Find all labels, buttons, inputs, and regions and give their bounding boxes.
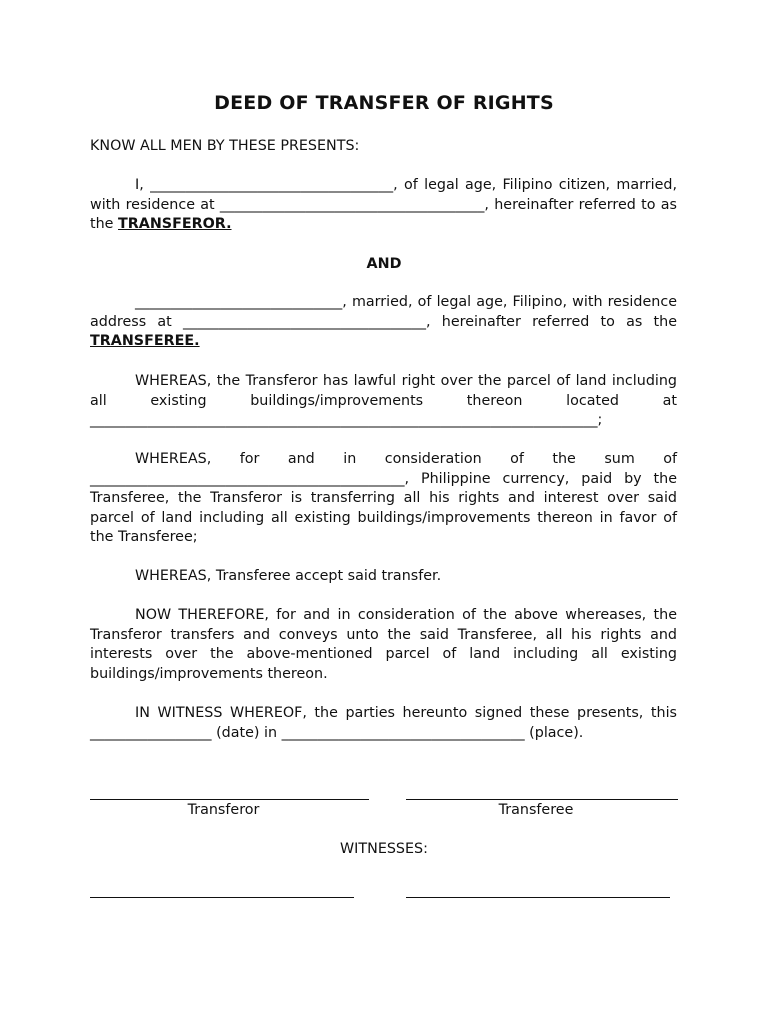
transferor-paragraph-text: I, __________________________________, of legal age, Filipino citizen, married, with residence at _____________________________________, hereinafter referred to as the — [90, 177, 677, 233]
witnesses-heading: WITNESSES: — [340, 841, 428, 857]
whereas-paragraph-3: WHEREAS, Transferee accept said transfer. — [135, 568, 442, 584]
witness-1-signature-line — [90, 897, 354, 898]
in-witness-paragraph: IN WITNESS WHEREOF, the parties hereunto signed these presents, this _________________ (date) in __________________________________ (place). — [90, 705, 677, 741]
whereas-paragraph-2: WHEREAS, for and in consideration of the sum of ____________________________________________, Philippine currency, paid by the Transferee, the Transferor is transferring all his rights and interest over said parcel of land including all existing buildings/improvements thereon in favor of the Transferee; — [90, 451, 677, 546]
document-title: DEED OF TRANSFER OF RIGHTS — [214, 92, 554, 114]
transferee-signature-label: Transferee — [498, 802, 574, 818]
transferee-role: TRANSFEREE. — [90, 333, 200, 350]
now-therefore-paragraph: NOW THEREFORE, for and in consideration of the above whereases, the Transferor transfers and conveys unto the said Transferee, all his rights and interests over the above-mentioned parcel of land including all existing buildings/improvements thereon. — [90, 607, 677, 682]
transferor-signature-label: Transferor — [187, 802, 260, 818]
and-separator: AND — [366, 256, 402, 272]
intro-line: KNOW ALL MEN BY THESE PRESENTS: — [90, 138, 360, 154]
transferee-paragraph — [90, 293, 677, 352]
transferor-paragraph — [90, 176, 677, 235]
transferee-paragraph-text: _____________________________, married, of legal age, Filipino, with residence address at __________________________________, hereinafter referred to as the — [90, 294, 677, 330]
witness-2-signature-line — [406, 897, 670, 898]
whereas-paragraph-1: WHEREAS, the Transferor has lawful right over the parcel of land including all existing buildings/improvements thereon located at _______________________________________________________________________; — [90, 373, 677, 429]
transferor-signature-line — [90, 799, 369, 800]
transferor-role: TRANSFEROR. — [118, 216, 232, 233]
transferee-signature-line — [406, 799, 678, 800]
